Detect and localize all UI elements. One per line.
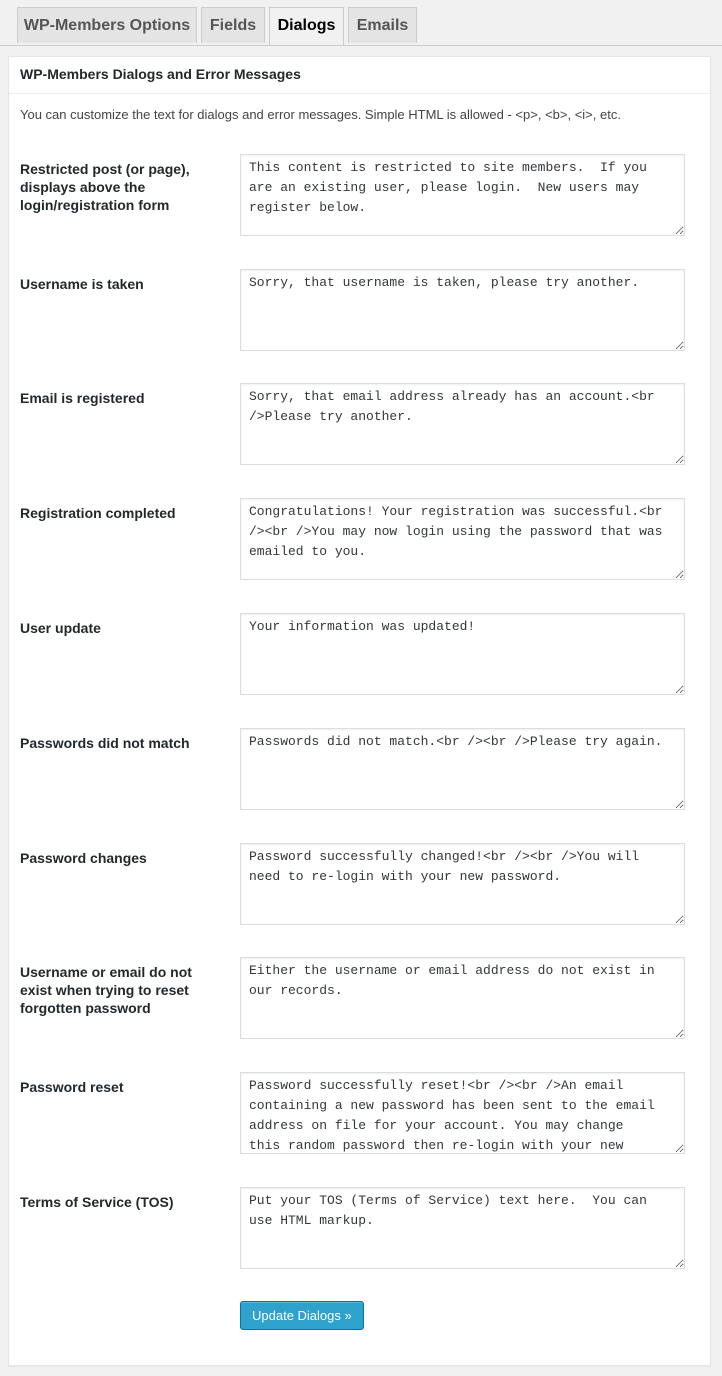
dialog-restricted-textarea[interactable] xyxy=(240,154,685,236)
dialogs-panel xyxy=(8,56,711,1366)
dialog-label: Username is taken xyxy=(20,276,144,292)
dialog-label: Email is registered xyxy=(20,390,145,406)
dialog-user-update-textarea[interactable] xyxy=(240,613,685,695)
panel-title: WP-Members Dialogs and Error Messages xyxy=(9,57,710,94)
tab-bar xyxy=(0,0,722,46)
update-dialogs-button[interactable]: Update Dialogs » xyxy=(240,1301,364,1330)
dialog-password-changes-textarea[interactable] xyxy=(240,843,685,925)
dialog-username-taken-textarea[interactable] xyxy=(240,269,685,351)
dialog-label: Password reset xyxy=(20,1079,124,1095)
tab-wp-members-options[interactable]: WP-Members Options xyxy=(17,7,197,43)
intro-text: You can customize the text for dialogs and error messages. Simple HTML is allowed - <p>, <b>, <i>, etc. xyxy=(20,107,621,122)
tab-dialogs[interactable]: Dialogs xyxy=(269,7,344,45)
dialog-label: Passwords did not match xyxy=(20,735,190,751)
dialog-label: Password changes xyxy=(20,850,147,866)
tab-emails[interactable]: Emails xyxy=(348,7,417,43)
dialog-label: Username or email do not exist when trying to reset forgotten password xyxy=(20,964,192,1016)
dialog-label: Terms of Service (TOS) xyxy=(20,1194,174,1210)
dialog-user-not-exist-textarea[interactable] xyxy=(240,957,685,1039)
dialog-tos-textarea[interactable] xyxy=(240,1187,685,1269)
dialog-label: Registration completed xyxy=(20,505,176,521)
dialog-label: Restricted post (or page), displays above the login/registration form xyxy=(20,161,190,213)
tab-fields[interactable]: Fields xyxy=(201,7,265,43)
dialog-passwords-no-match-textarea[interactable] xyxy=(240,728,685,810)
dialog-email-registered-textarea[interactable] xyxy=(240,383,685,465)
dialog-registration-completed-textarea[interactable] xyxy=(240,498,685,580)
dialog-password-reset-textarea[interactable] xyxy=(240,1072,685,1154)
dialog-label: User update xyxy=(20,620,101,636)
